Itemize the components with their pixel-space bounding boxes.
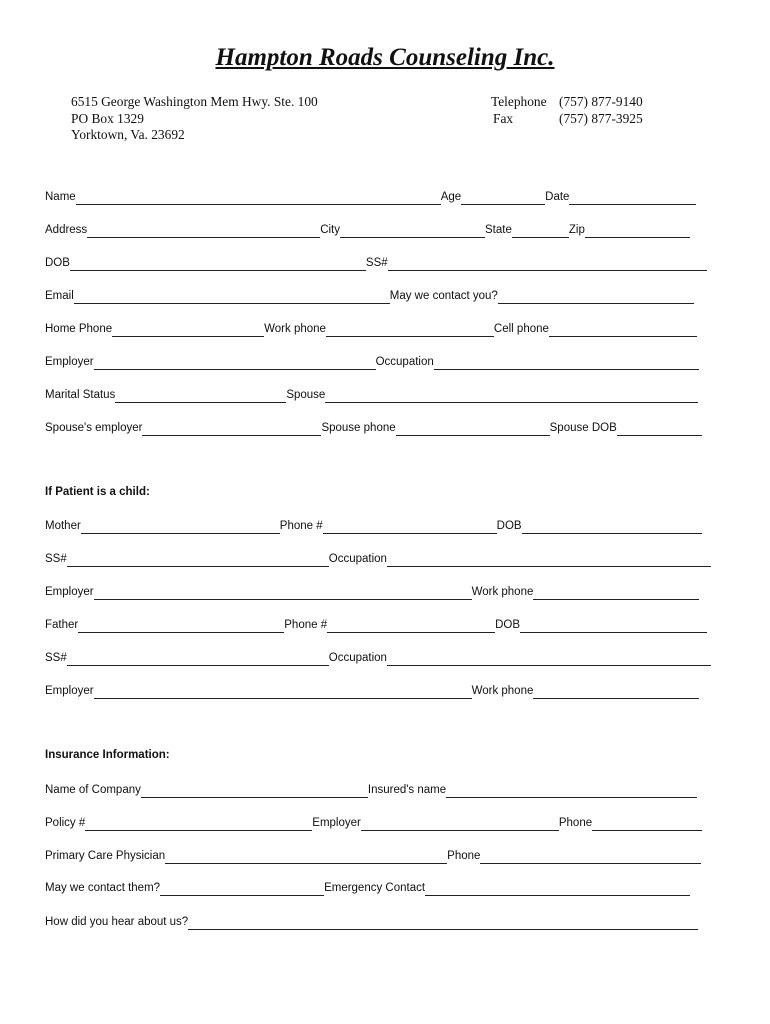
father-ss-label: SS# [45, 652, 67, 664]
referral-field[interactable] [188, 915, 698, 930]
fax-label: Fax [493, 110, 514, 126]
marital-status-label: Marital Status [45, 389, 116, 401]
mother-employer-label: Employer [45, 586, 94, 598]
policy-label: Policy # [45, 817, 86, 829]
address-line: 6515 George Washington Mem Hwy. Ste. 100 [71, 94, 318, 109]
form-row-email [45, 288, 694, 304]
spouse-employer-field[interactable] [142, 421, 321, 436]
spouse-phone-label: Spouse phone [321, 422, 396, 434]
work-phone-field[interactable] [326, 322, 494, 337]
address-line: Yorktown, Va. 23692 [71, 127, 185, 142]
employer-label: Employer [45, 356, 94, 368]
father-ss-field[interactable] [67, 651, 329, 666]
mother-employer-field[interactable] [94, 585, 472, 600]
may-contact-field[interactable] [498, 289, 694, 304]
city-field[interactable] [340, 223, 485, 238]
form-row-father [45, 617, 707, 633]
mother-phone-field[interactable] [323, 519, 497, 534]
age-field[interactable] [461, 190, 545, 205]
may-contact-label: May we contact you? [389, 290, 498, 302]
company-label: Name of Company [45, 784, 141, 796]
zip-label: Zip [568, 224, 585, 236]
clinic-contact [491, 94, 643, 127]
mother-occupation-field[interactable] [387, 552, 711, 567]
mother-dob-field[interactable] [522, 519, 702, 534]
state-field[interactable] [512, 223, 569, 238]
child-section-heading: If Patient is a child: [45, 486, 150, 498]
ss-label: SS# [365, 257, 388, 269]
form-row-mother-ss [45, 551, 711, 567]
referral-label: How did you hear about us? [45, 916, 189, 928]
may-contact-them-label: May we contact them? [45, 882, 161, 894]
occupation-field[interactable] [434, 355, 699, 370]
physician-phone-label: Phone [447, 850, 481, 862]
father-work-phone-label: Work phone [471, 685, 534, 697]
marital-status-field[interactable] [115, 388, 286, 403]
email-label: Email [45, 290, 74, 302]
city-label: City [320, 224, 340, 236]
page-title: Hampton Roads Counseling Inc. [215, 44, 555, 71]
insurance-employer-field[interactable] [361, 816, 559, 831]
address-field[interactable] [87, 223, 320, 238]
father-field[interactable] [78, 618, 284, 633]
home-phone-field[interactable] [112, 322, 264, 337]
form-row-father-ss [45, 650, 711, 666]
occupation-label: Occupation [375, 356, 434, 368]
insurance-employer-label: Employer [312, 817, 361, 829]
spouse-dob-label: Spouse DOB [549, 422, 617, 434]
telephone-number: (757) 877-9140 [559, 94, 643, 109]
telephone-label: Telephone [491, 94, 547, 109]
form-row-referral [45, 914, 698, 930]
physician-phone-field[interactable] [480, 849, 701, 864]
insured-name-label: Insured's name [367, 784, 447, 796]
name-label: Name [45, 191, 76, 203]
company-field[interactable] [141, 783, 368, 798]
father-employer-label: Employer [45, 685, 94, 697]
employer-field[interactable] [94, 355, 376, 370]
form-row-marital [45, 387, 698, 403]
ss-field[interactable] [388, 256, 707, 271]
form-row-insurance-company [45, 782, 697, 798]
email-field[interactable] [74, 289, 390, 304]
clinic-address [71, 94, 318, 144]
cell-phone-field[interactable] [549, 322, 697, 337]
form-row-mother-employer [45, 584, 699, 600]
mother-occupation-label: Occupation [328, 553, 387, 565]
form-row-address [45, 222, 690, 238]
state-label: State [485, 224, 512, 236]
work-phone-label: Work phone [264, 323, 326, 335]
form-row-father-employer [45, 683, 699, 699]
spouse-label: Spouse [286, 389, 326, 401]
form-row-dob [45, 255, 707, 271]
father-phone-label: Phone # [284, 619, 328, 631]
insurance-phone-label: Phone [558, 817, 593, 829]
insured-name-field[interactable] [446, 783, 697, 798]
form-row-mother [45, 518, 702, 534]
mother-dob-label: DOB [496, 520, 522, 532]
mother-label: Mother [45, 520, 81, 532]
mother-work-phone-label: Work phone [471, 586, 534, 598]
spouse-dob-field[interactable] [617, 421, 702, 436]
fax-number: (757) 877-3925 [559, 110, 643, 126]
date-field[interactable] [569, 190, 696, 205]
cell-phone-label: Cell phone [493, 323, 549, 335]
emergency-contact-label: Emergency Contact [324, 882, 426, 894]
zip-field[interactable] [585, 223, 690, 238]
dob-label: DOB [45, 257, 70, 269]
form-row-employer [45, 354, 699, 370]
address-label: Address [45, 224, 88, 236]
father-dob-field[interactable] [520, 618, 707, 633]
may-contact-them-field[interactable] [160, 881, 324, 896]
form-row-name [45, 189, 696, 205]
father-label: Father [45, 619, 79, 631]
spouse-phone-field[interactable] [396, 421, 550, 436]
form-row-phones [45, 321, 697, 337]
address-line: PO Box 1329 [71, 110, 144, 126]
mother-ss-label: SS# [45, 553, 67, 565]
home-phone-label: Home Phone [45, 323, 113, 335]
form-row-spouse [45, 420, 702, 436]
date-label: Date [545, 191, 570, 203]
insurance-phone-field[interactable] [592, 816, 702, 831]
name-field[interactable] [76, 190, 441, 205]
form-row-physician [45, 848, 701, 864]
dob-field[interactable] [70, 256, 366, 271]
policy-field[interactable] [85, 816, 312, 831]
father-phone-field[interactable] [327, 618, 495, 633]
physician-field[interactable] [165, 849, 447, 864]
mother-phone-label: Phone # [279, 520, 323, 532]
form-row-emergency [45, 880, 690, 896]
age-label: Age [440, 191, 462, 203]
insurance-section-heading: Insurance Information: [45, 749, 170, 761]
mother-ss-field[interactable] [67, 552, 329, 567]
father-occupation-label: Occupation [328, 652, 387, 664]
father-work-phone-field[interactable] [533, 684, 699, 699]
father-occupation-field[interactable] [387, 651, 711, 666]
father-dob-label: DOB [495, 619, 521, 631]
mother-field[interactable] [81, 519, 280, 534]
father-employer-field[interactable] [94, 684, 472, 699]
form-row-policy [45, 815, 702, 831]
mother-work-phone-field[interactable] [533, 585, 699, 600]
spouse-field[interactable] [325, 388, 698, 403]
emergency-contact-field[interactable] [425, 881, 690, 896]
physician-label: Primary Care Physician [45, 850, 166, 862]
spouse-employer-label: Spouse's employer [45, 422, 143, 434]
